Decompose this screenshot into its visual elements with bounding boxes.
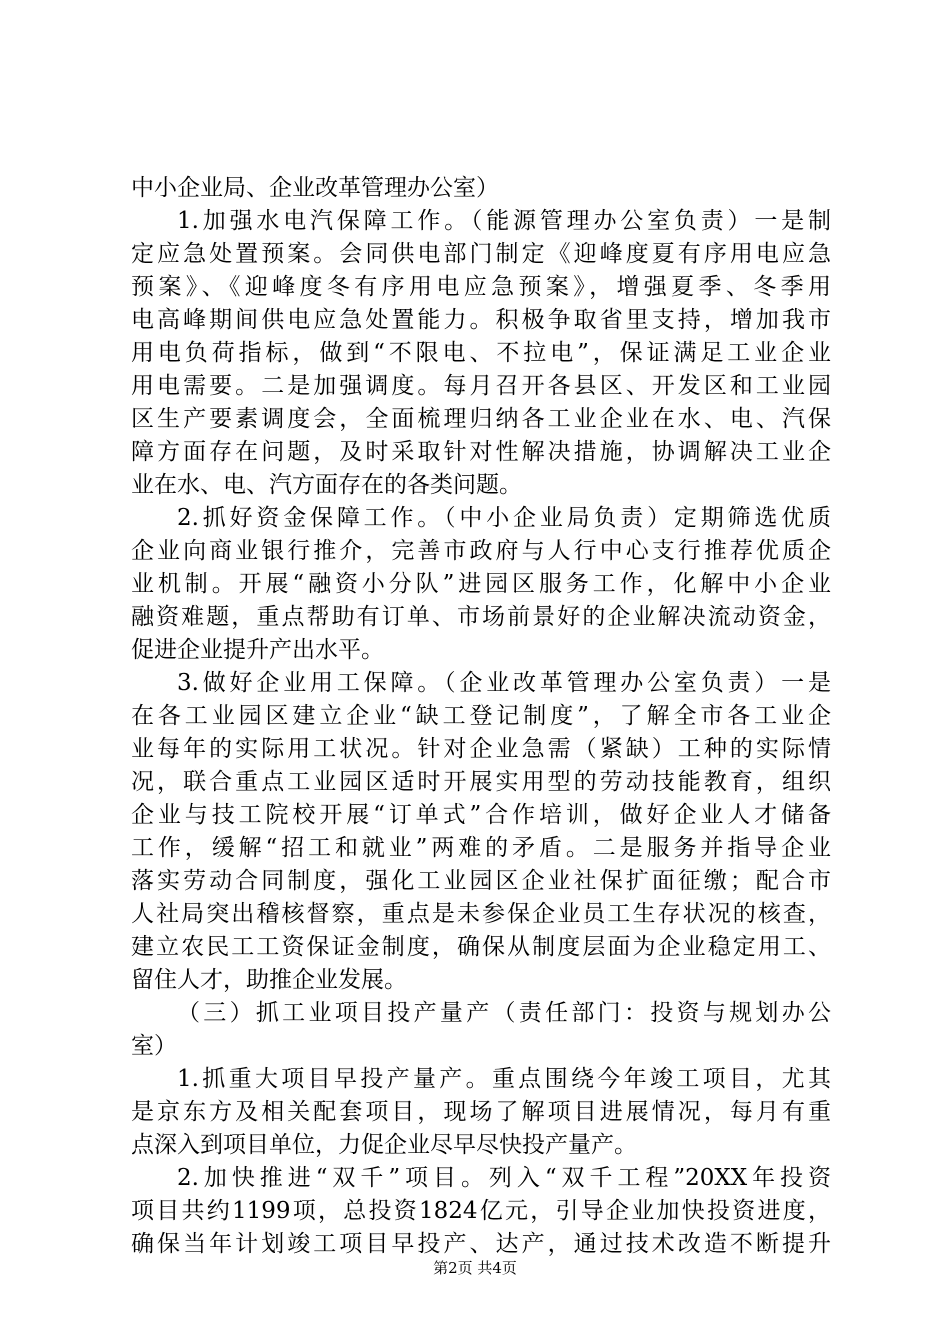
text-line: 用电负荷指标，做到“不限电、不拉电”，保证满足工业企业 xyxy=(131,340,831,366)
text-line: 业在水、电、汽方面存在的各类问题。 xyxy=(131,472,522,498)
text-line: 确保当年计划竣工项目早投产、达产，通过技术改造不断提升 xyxy=(131,1231,831,1257)
text-line: 定应急处置预案。会同供电部门制定《迎峰度夏有序用电应急 xyxy=(131,241,831,267)
section-heading-continuation: 室） xyxy=(131,1033,177,1059)
text-line: 融资难题，重点帮助有订单、市场前景好的企业解决流动资金， xyxy=(131,604,831,630)
paragraph-first-line: 2.抓好资金保障工作。（中小企业局负责）定期筛选优质 xyxy=(177,505,831,531)
section-heading: （三）抓工业项目投产量产（责任部门：投资与规划办公 xyxy=(177,1000,831,1026)
text-line: 用电需要。二是加强调度。每月召开各县区、开发区和工业园 xyxy=(131,373,831,399)
page-number: 第2页 共4页 xyxy=(433,1259,517,1277)
text-line: 预案》、《迎峰度冬有序用电应急预案》，增强夏季、冬季用 xyxy=(131,274,831,300)
text-line: 落实劳动合同制度，强化工业园区企业社保扩面征缴；配合市 xyxy=(131,868,831,894)
text-line: 障方面存在问题，及时采取针对性解决措施，协调解决工业企 xyxy=(131,439,831,465)
text-line: 在各工业园区建立企业“缺工登记制度”，了解全市各工业企 xyxy=(131,703,831,729)
text-line: 建立农民工工资保证金制度，确保从制度层面为企业稳定用工、 xyxy=(131,934,831,960)
paragraph-first-line: 2.加快推进“双千”项目。列入“双千工程”20XX年投资 xyxy=(177,1165,831,1191)
text-line: 区生产要素调度会，全面梳理归纳各工业企业在水、电、汽保 xyxy=(131,406,831,432)
text-line: 促进企业提升产出水平。 xyxy=(131,637,384,663)
text-line: 工作，缓解“招工和就业”两难的矛盾。二是服务并指导企业 xyxy=(131,835,831,861)
text-line: 中小企业局、企业改革管理办公室） xyxy=(131,175,499,201)
paragraph-first-line: 1.加强水电汽保障工作。（能源管理办公室负责）一是制 xyxy=(177,208,831,234)
text-line: 人社局突出稽核督察，重点是未参保企业员工生存状况的核查， xyxy=(131,901,831,927)
text-line: 是京东方及相关配套项目，现场了解项目进展情况，每月有重 xyxy=(131,1099,831,1125)
paragraph-first-line: 1.抓重大项目早投产量产。重点围绕今年竣工项目，尤其 xyxy=(177,1066,831,1092)
text-line: 况，联合重点工业园区适时开展实用型的劳动技能教育，组织 xyxy=(131,769,831,795)
text-line: 点深入到项目单位，力促企业尽早尽快投产量产。 xyxy=(131,1132,637,1158)
page-footer xyxy=(0,1258,950,1278)
text-line: 业机制。开展“融资小分队”进园区服务工作，化解中小企业 xyxy=(131,571,831,597)
text-line: 企业与技工院校开展“订单式”合作培训，做好企业人才储备 xyxy=(131,802,831,828)
paragraph-first-line: 3.做好企业用工保障。（企业改革管理办公室负责）一是 xyxy=(177,670,831,696)
body-text xyxy=(131,172,831,1261)
text-line: 项目共约1199项，总投资1824亿元，引导企业加快投资进度， xyxy=(131,1198,831,1224)
text-line: 企业向商业银行推介，完善市政府与人行中心支行推荐优质企 xyxy=(131,538,831,564)
text-line: 电高峰期间供电应急处置能力。积极争取省里支持，增加我市 xyxy=(131,307,831,333)
text-line: 业每年的实际用工状况。针对企业急需（紧缺）工种的实际情 xyxy=(131,736,831,762)
text-line: 留住人才，助推企业发展。 xyxy=(131,967,407,993)
